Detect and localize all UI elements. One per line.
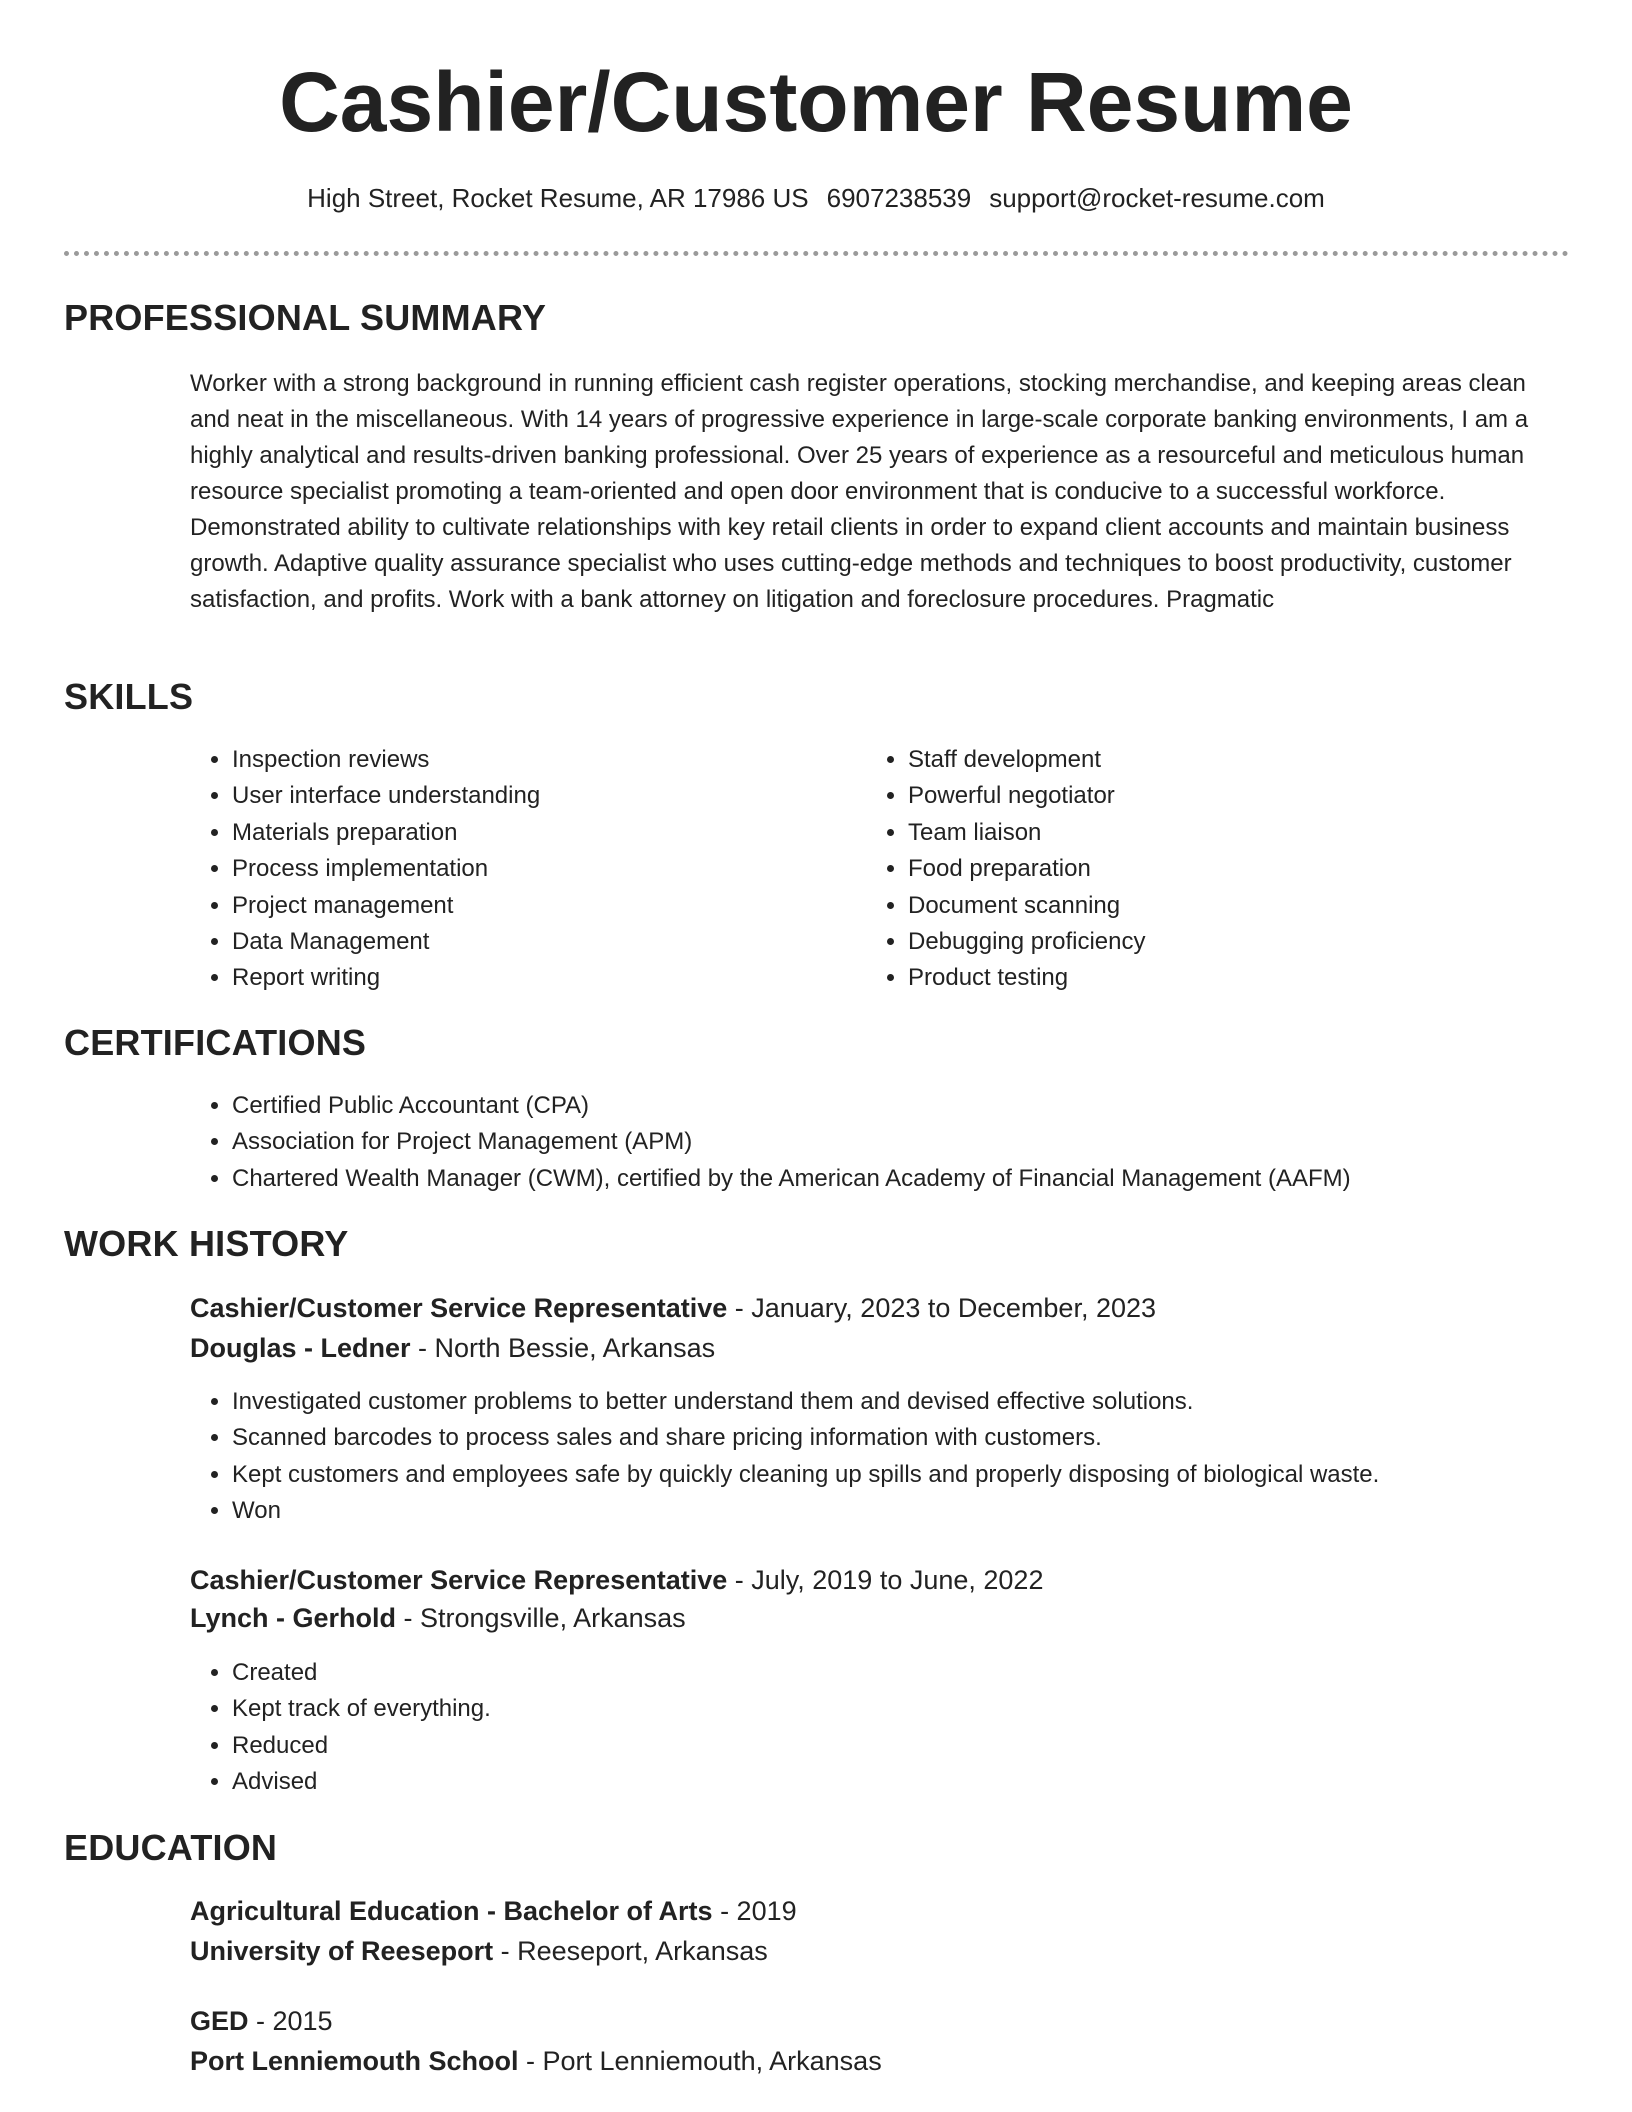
skill-item: • Data Management	[232, 924, 832, 960]
certification-item: • Chartered Wealth Manager (CWM), certified by the American Academy of Financial Management (AAFM)	[232, 1161, 1592, 1197]
skills-heading: SKILLS	[64, 676, 194, 717]
skill-item: • Inspection reviews	[232, 742, 832, 778]
skill-item: • Staff development	[908, 742, 1548, 778]
job-role: Cashier/Customer Service Representative	[190, 1565, 728, 1595]
job-dates: - July, 2019 to June, 2022	[727, 1565, 1044, 1595]
education-school-line	[190, 2043, 882, 2079]
skills-list-right	[864, 742, 1548, 997]
skill-item: • Document scanning	[908, 888, 1548, 924]
job-role: Cashier/Customer Service Representative	[190, 1293, 728, 1323]
contact-phone: 6907238539	[826, 183, 972, 213]
certification-item: • Certified Public Accountant (CPA)	[232, 1088, 1592, 1124]
skill-item: • Materials preparation	[232, 815, 832, 851]
education-school: Port Lenniemouth School	[190, 2046, 519, 2076]
education-school-line	[190, 1933, 768, 1969]
job-bullet: • Won	[232, 1493, 1592, 1529]
education-year: - 2019	[712, 1896, 797, 1926]
skill-item: • Team liaison	[908, 815, 1548, 851]
skill-item: • User interface understanding	[232, 778, 832, 814]
job-bullet: • Kept customers and employees safe by quickly cleaning up spills and properly disposing of biological waste.	[232, 1457, 1592, 1493]
skill-item: • Debugging proficiency	[908, 924, 1548, 960]
summary-text: Worker with a strong background in running efficient cash register operations, stocking merchandise, and keeping areas clean and neat in the miscellaneous. With 14 years of progressive experience in large-scale corporate banking environments, I am a highly analytical and results-driven banking professional. Over 25 years of experience as a resourceful and meticulous human resource specialist promoting a team-oriented and open door environment that is conducive to a successful workforce. Demonstrated ability to cultivate relationships with key retail clients in order to expand client accounts and maintain business growth. Adaptive quality assurance specialist who uses cutting-edge methods and techniques to boost productivity, customer satisfaction, and profits. Work with a bank attorney on litigation and foreclosure procedures. Pragmatic	[190, 370, 1529, 613]
job-bullet: • Reduced	[232, 1728, 1592, 1764]
job-bullet: • Created	[232, 1655, 1592, 1691]
education-location: - Reeseport, Arkansas	[493, 1936, 768, 1966]
education-degree: Agricultural Education - Bachelor of Arts	[190, 1896, 713, 1926]
education-heading: EDUCATION	[64, 1827, 278, 1868]
resume-name: Cashier/Customer Resume	[279, 55, 1353, 149]
job-company: Douglas - Ledner	[190, 1333, 411, 1363]
certification-item: • Association for Project Management (APM)	[232, 1124, 1592, 1160]
skill-item: • Project management	[232, 888, 832, 924]
education-degree-line	[190, 1893, 797, 1929]
job-company: Lynch - Gerhold	[190, 1603, 397, 1633]
education-location: - Port Lenniemouth, Arkansas	[518, 2046, 882, 2076]
job-bullets	[188, 1655, 1592, 1801]
job-bullet: • Scanned barcodes to process sales and share pricing information with customers.	[232, 1420, 1592, 1456]
job-dates: - January, 2023 to December, 2023	[727, 1293, 1157, 1323]
education-year: - 2015	[248, 2006, 333, 2036]
contact-address: High Street, Rocket Resume, AR 17986 US	[307, 183, 809, 213]
job-location: - North Bessie, Arkansas	[410, 1333, 716, 1363]
job-location: - Strongsville, Arkansas	[396, 1603, 686, 1633]
job-bullets	[188, 1384, 1592, 1530]
job-bullet: • Investigated customer problems to better understand them and devised effective solutions.	[232, 1384, 1592, 1420]
skills-list-left	[188, 742, 832, 997]
certifications-list	[188, 1088, 1592, 1197]
skill-item: • Food preparation	[908, 851, 1548, 887]
contact-info	[0, 180, 1632, 216]
job-title-line	[190, 1562, 1043, 1598]
work-history-heading: WORK HISTORY	[64, 1223, 349, 1264]
summary-heading: PROFESSIONAL SUMMARY	[64, 297, 547, 338]
job-title-line	[190, 1290, 1156, 1326]
skill-item: • Powerful negotiator	[908, 778, 1548, 814]
contact-email: support@rocket-resume.com	[989, 183, 1325, 213]
education-degree: GED	[190, 2006, 249, 2036]
education-school: University of Reeseport	[190, 1936, 494, 1966]
education-degree-line	[190, 2003, 333, 2039]
job-company-line	[190, 1600, 686, 1636]
job-bullet: • Kept track of everything.	[232, 1691, 1592, 1727]
job-bullet: • Advised	[232, 1764, 1592, 1800]
skill-item: • Report writing	[232, 960, 832, 996]
certifications-heading: CERTIFICATIONS	[64, 1022, 367, 1063]
header-divider	[64, 251, 1569, 256]
skill-item: • Product testing	[908, 960, 1548, 996]
job-company-line	[190, 1330, 715, 1366]
skill-item: • Process implementation	[232, 851, 832, 887]
